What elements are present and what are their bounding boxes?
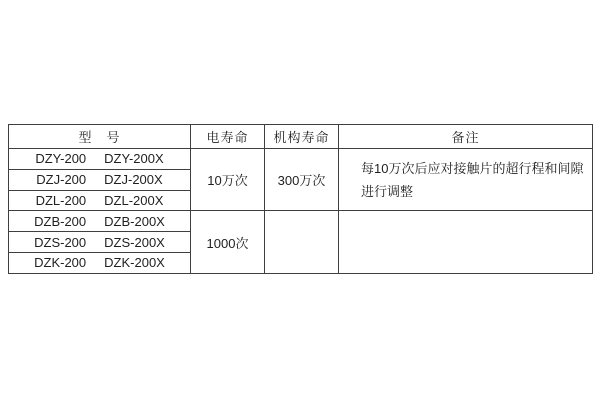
remark-line: 进行调整: [361, 183, 414, 199]
electrical-life-cell: 10万次: [191, 149, 265, 211]
model-name: DZL-200: [35, 192, 87, 208]
model-cell: [9, 252, 191, 273]
model-name: DZS-200: [34, 234, 87, 250]
header-model: 型 号: [9, 125, 191, 149]
header-remark: 备注: [339, 125, 593, 149]
model-name: DZL-200X: [104, 192, 164, 208]
model-name: DZY-200X: [104, 151, 164, 167]
model-cell: [9, 211, 191, 232]
mechanism-life-cell: [265, 211, 339, 273]
remark-cell: [339, 211, 593, 273]
model-name: DZY-200: [35, 151, 87, 167]
model-name: DZB-200X: [104, 213, 165, 229]
header-mechanism-life: 机构寿命: [265, 125, 339, 149]
remark-line: 每10万次后应对接触片的超行程和间隙: [361, 160, 584, 176]
model-name: DZK-200: [34, 255, 87, 271]
model-name: DZJ-200X: [104, 172, 163, 188]
model-cell: [9, 169, 191, 190]
relay-life-spec-table: [8, 124, 593, 274]
model-cell: [9, 190, 191, 211]
model-cell: [9, 232, 191, 253]
mechanism-life-cell: 300万次: [265, 149, 339, 211]
table-row: [9, 211, 593, 232]
model-name: DZJ-200: [36, 172, 87, 188]
electrical-life-cell: 1000次: [191, 211, 265, 273]
header-electrical-life: 电寿命: [191, 125, 265, 149]
model-name: DZS-200X: [104, 234, 165, 250]
remark-cell: [339, 149, 593, 211]
table-header-row: [9, 125, 593, 149]
table-row: [9, 149, 593, 170]
model-name: DZK-200X: [104, 255, 165, 271]
model-name: DZB-200: [34, 213, 87, 229]
model-cell: [9, 149, 191, 170]
